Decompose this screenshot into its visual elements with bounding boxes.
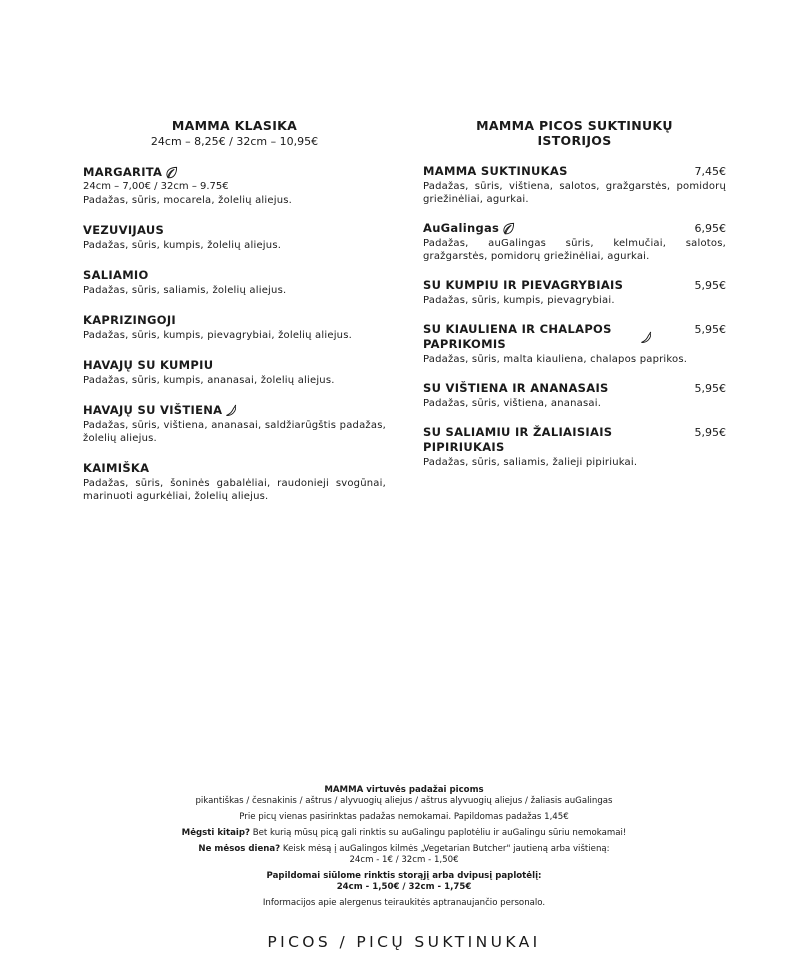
menu-item [423,278,726,307]
menu-item-name [423,221,515,236]
menu-item-header [83,403,386,418]
no-meat-note: Ne mėsos diena? Keisk mėsą į auGalingos kilmės „Vegetarian Butcher" jautieną arba vištieną: [198,844,610,854]
chili-icon [640,331,653,344]
sauces-list: pikantiškas / česnakinis / aštrus / alyvuogių aliejus / aštrus alyvuogių aliejus / žaliasis auGalingas [195,796,613,806]
menu-item-name-text: AuGalingas [423,221,500,235]
sauce-note: Prie picų vienas pasirinktas padažas nemokamai. Papildomas padažas 1,45€ [239,812,569,822]
menu-item-name [423,425,653,455]
menu-item-price: 5,95€ [694,426,726,439]
chili-icon [225,404,238,417]
section-prices: 24cm – 8,25€ / 32cm – 10,95€ [150,135,319,148]
menu-item-header [423,381,726,396]
menu-item-name [83,313,176,328]
menu-item-name-text: KAPRIZINGOJI [83,313,176,327]
menu-item [83,268,386,297]
menu-item-name-text: SU SALIAMIU IR ŽALIAISIAIS PIPIRIUKAIS [423,425,613,454]
menu-item-description: Padažas, sūris, saliamis, žalieji pipiriukai. [423,457,638,468]
sauces-title: MAMMA virtuvės padažai picoms [324,785,484,795]
menu-item-name-text: SU KUMPIU IR PIEVAGRYBIAIS [423,278,624,292]
no-meat-prices: 24cm - 1€ / 32cm - 1,50€ [349,855,459,865]
menu-item-header [83,358,386,373]
menu-item-name-text: SU KIAULIENA IR CHALAPOS PAPRIKOMIS [423,322,612,351]
menu-item-description: Padažas, sūris, vištiena, salotos, gražgarstės, pomidorų griežinėliai, agurkai. [423,181,726,205]
menu-column-rolls [423,118,726,484]
menu-item-description: Padažas, sūris, kumpis, pievagrybiai, žolelių aliejus. [83,330,352,341]
menu-item-name-text: HAVAJŲ SU VIŠTIENA [83,403,223,417]
menu-item-name [423,381,609,396]
menu-item [423,221,726,263]
menu-item-description: Padažas, sūris, vištiena, ananasai, saldžiarūgštis padažas, žolelių aliejus. [83,420,386,444]
section-header [423,118,726,148]
menu-item-price: 6,95€ [694,222,726,235]
menu-column-classic [83,118,386,519]
section-header [83,118,386,149]
menu-item-name-text: KAIMIŠKA [83,461,150,475]
menu-item-header [423,425,726,455]
extra-dough-prices: 24cm - 1,50€ / 32cm - 1,75€ [336,882,472,892]
allergen-note: Informacijos apie alergenus teiraukitės aptranaujančio personalo. [262,898,546,908]
section-title: MAMMA PICOS SUKTINUKŲ ISTORIJOS [476,118,673,148]
menu-item-header [423,164,726,179]
menu-items [423,164,726,469]
menu-item-name [83,461,149,476]
menu-item [423,425,726,469]
menu-item-description: Padažas, sūris, kumpis, ananasai, žolelių aliejus. [83,375,335,386]
menu-item-name [83,358,213,373]
menu-item-name-text: MAMMA SUKTINUKAS [423,164,568,178]
section-title: MAMMA KLASIKA [171,118,298,133]
menu-item-description: Padažas, sūris, kumpis, pievagrybiai. [423,295,615,306]
menu-item-description: Padažas, sūris, saliamis, žolelių aliejus. [83,285,287,296]
leaf-icon [165,166,178,179]
menu-item-name-text: SALIAMIO [83,268,149,282]
menu-item-header [423,322,726,352]
page-title: PICOS / PICŲ SUKTINUKAI [267,933,541,951]
menu-item [83,403,386,445]
menu-item-name [83,403,238,418]
menu-item-name-text: SU VIŠTIENA IR ANANASAIS [423,381,609,395]
menu-item [423,322,726,366]
menu-item-description: Padažas, sūris, šoninės gabalėliai, raudonieji svogūnai, marinuoti agurkėliai, žolelių aliejus. [83,478,386,502]
menu-item-header [83,223,386,238]
menu-item [423,164,726,206]
menu-item-header [423,221,726,236]
menu-item-name-text: MARGARITA [83,165,163,179]
menu-item-name [83,165,178,180]
menu-item-price: 5,95€ [694,323,726,336]
menu-item-header [83,461,386,476]
menu-item-name-text: HAVAJŲ SU KUMPIU [83,358,214,372]
menu-item-name [83,223,164,238]
menu-item-header [83,268,386,283]
menu-item-name-text: VEZUVIJAUS [83,223,165,237]
menu-item-name [423,278,623,293]
menu-item [83,461,386,503]
menu-item [83,223,386,252]
menu-items [83,165,386,503]
menu-item-description: Padažas, sūris, mocarela, žolelių aliejus. [83,195,293,206]
extra-dough-title: Papildomai siūlome rinktis storąjį arba dvipusį paplotėlį: [266,871,542,881]
menu-item-price: 5,95€ [694,382,726,395]
menu-item-header [83,165,386,180]
menu-item [423,381,726,410]
menu-item-size-prices: 24cm – 7,00€ / 32cm – 9.75€ [83,181,229,192]
menu-item-description: Padažas, sūris, kumpis, žolelių aliejus. [83,240,282,251]
menu-item-name [83,268,149,283]
menu-item-price: 5,95€ [694,279,726,292]
try-other-note: Mėgsti kitaip? Bet kurią mūsų picą gali rinktis su auGalingu paplotėliu ir auGalingu sūriu nemokamai! [181,828,627,838]
menu-item-header [423,278,726,293]
menu-item-description: Padažas, sūris, malta kiauliena, chalapos paprikos. [423,354,688,365]
menu-item-price: 7,45€ [694,165,726,178]
leaf-icon [502,222,515,235]
menu-item-description: Padažas, auGalingas sūris, kelmučiai, salotos, gražgarstės, pomidorų griežinėliai, agurkai. [423,238,726,262]
menu-item [83,358,386,387]
menu-item-header [83,313,386,328]
menu-item-name [423,164,568,179]
menu-item [83,313,386,342]
menu-item-name [423,322,653,352]
menu-item-description: Padažas, sūris, vištiena, ananasai. [423,398,602,409]
menu-footer [0,785,808,914]
menu-item [83,165,386,207]
